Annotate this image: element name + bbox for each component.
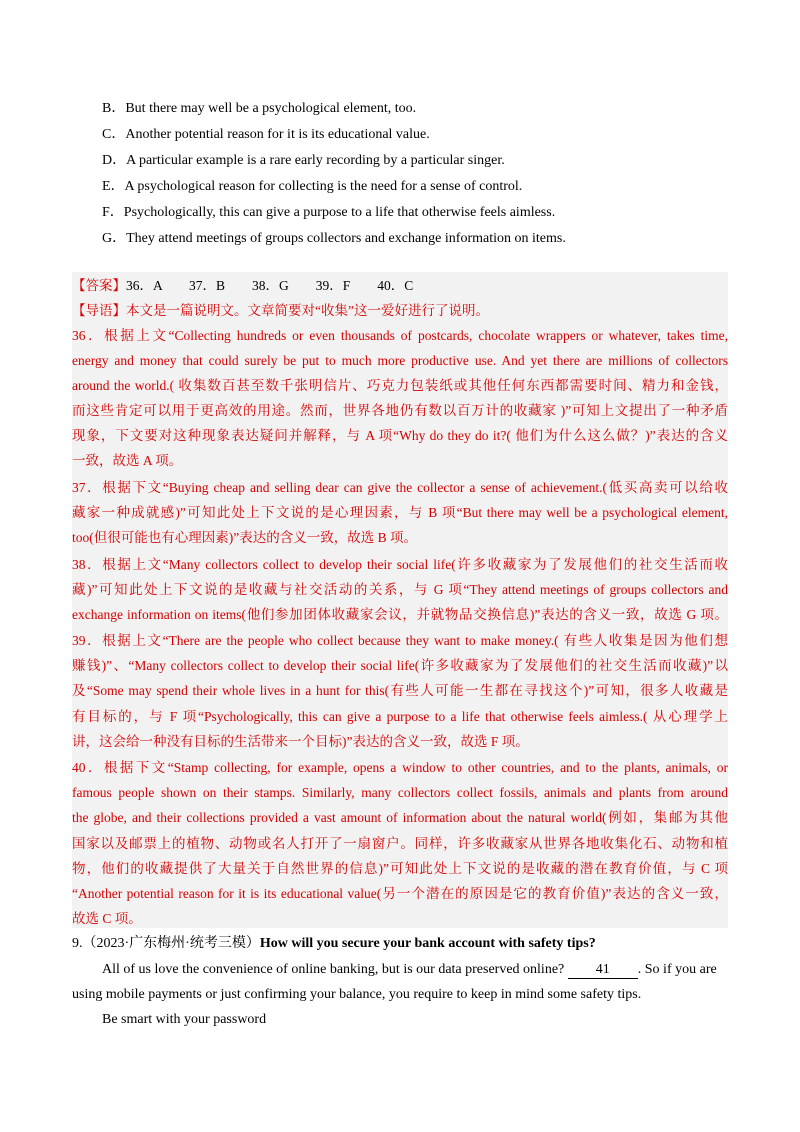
explanation-line: 及“Some may spend their whole lives in a hunt for this(有些人可能一生都在寻找这个)”可知，很多人收藏是 (72, 683, 728, 698)
explanation-line: around the world.( 收集数百甚至数千张明信片、巧克力包装纸或其他任何东西都需要时间、精力和金钱， (72, 378, 728, 393)
answer-values: 36．A 37．B 38．G 39．F 40．C (126, 278, 414, 293)
explanation-line: 讲，这会给一种没有目标的生活带来一个目标)”表达的含义一致，故选 F 项。 (72, 734, 529, 749)
explanation-line: famous people shown on their stamps. Similarly, many collectors collect fossils, animals and plants from around (72, 785, 728, 800)
explanation-line: 一致，故选 A 项。 (72, 453, 183, 468)
explanation-line: 37．根据下文“Buying cheap and selling dear can give the collector a sense of achievement.(低买高卖可以给收 (72, 480, 728, 495)
explanation-line: 赚钱)”、“Many collectors collect to develop their social life(许多收藏家为了发展他们的社交生活而收藏)”以 (72, 658, 728, 673)
guide-tag: 【导语】 (72, 303, 126, 318)
option-b: B．But there may well be a psychological element, too. (102, 101, 417, 116)
explanation-line: the globe, and their collections provided a vast amount of information about the natural world(例如，集邮为其他 (72, 810, 728, 825)
explanation-line: 38．根据上文“Many collectors collect to develop their social life(许多收藏家为了发展他们的社交生活而收 (72, 557, 728, 572)
passage-paragraph-cont: using mobile payments or just confirming your balance, you require to keep in mind some safety tips. (72, 987, 642, 1002)
passage-text: All of us love the convenience of online banking, but is our data preserved online? (102, 962, 565, 977)
explanation-line: 物，他们的收藏提供了大量关于自然世界的信息)”可知此处上下文说的是收藏的潜在教育价值，与 C 项 (72, 861, 728, 876)
blank-number: 41 (595, 962, 610, 977)
answer-line (72, 273, 728, 298)
explanation-line: 36．根据上文“Collecting hundreds or even thousands of postcards, chocolate wrappers or whatever, takes time, (72, 328, 728, 343)
explanation-line: 而这些肯定可以用于更高效的用途。然而，世界各地仍有数以百万计的收藏家 )”可知上文提出了一种矛盾 (72, 403, 728, 418)
explanation-line: 现象，下文要对这种现象表达疑问并解释，与 A 项“Why do they do it?( 他们为什么这么做？)”表达的含义 (72, 428, 728, 443)
answer-tag: 【答案】 (72, 278, 126, 293)
option-f: F．Psychologically, this can give a purpose to a life that otherwise feels aimless. (102, 205, 556, 220)
explanation-line: “Another potential reason for it is its educational value(另一个潜在的原因是它的教育价值)”表达的含义一致， (72, 886, 728, 901)
option-g: G．They attend meetings of groups collectors and exchange information on items. (102, 231, 566, 246)
option-e: E．A psychological reason for collecting is the need for a sense of control. (102, 179, 523, 194)
option-d: D．A particular example is a rare early recording by a particular singer. (102, 153, 505, 168)
explanation-line: too(但很可能也有心理因素)”表达的含义一致，故选 B 项。 (72, 530, 417, 545)
explanation-line: 40．根据下文“Stamp collecting, for example, opens a window to other countries, and to the plants, animals, or (72, 760, 728, 775)
option-c: C．Another potential reason for it is its educational value. (102, 127, 430, 142)
passage-subheading: Be smart with your password (102, 1012, 267, 1027)
question-9-heading (72, 932, 596, 956)
options-list (102, 96, 742, 252)
passage-text: . So if you are (637, 962, 717, 977)
guide-text: 本文是一篇说明文。文章简要对“收集”这一爱好进行了说明。 (126, 303, 489, 318)
explanation-line: 国家以及邮票上的植物、动物或名人打开了一扇窗户。同样，许多收藏家从世界各地收集化石、动物和植 (72, 836, 728, 851)
explanation-line: 39．根据上文“There are the people who collect because they want to make money.( 有些人收集是因为他们想 (72, 633, 728, 648)
explanation-line: energy and money that could surely be put to much more productive use. And yet there are millions of collectors (72, 353, 728, 368)
passage-paragraph (102, 958, 728, 982)
explanation-line: 藏家一种成就感)”可知此处上下文说的是心理因素，与 B 项“But there may well be a psychological element, (72, 505, 728, 520)
explanation-line: 故选 C 项。 (72, 911, 142, 926)
explanation-line: 藏)”可知此处上下文说的是收藏与社交活动的关系，与 G 项“They attend meetings of groups collectors and (72, 582, 728, 597)
blank-41[interactable] (568, 961, 638, 979)
explanation-line: 有目标的，与 F 项“Psychologically, this can give a purpose to a life that otherwise feels aimless.( 从心理学上 (72, 709, 728, 724)
explanation-line: exchange information on items(他们参加团体收藏家会议，并就物品交换信息)”表达的含义一致，故选 G 项。 (72, 607, 728, 622)
question-source: 9.（2023·广东梅州·统考三模） (72, 936, 260, 951)
guide-line (72, 298, 728, 323)
question-title: How will you secure your bank account with safety tips? (259, 936, 596, 951)
